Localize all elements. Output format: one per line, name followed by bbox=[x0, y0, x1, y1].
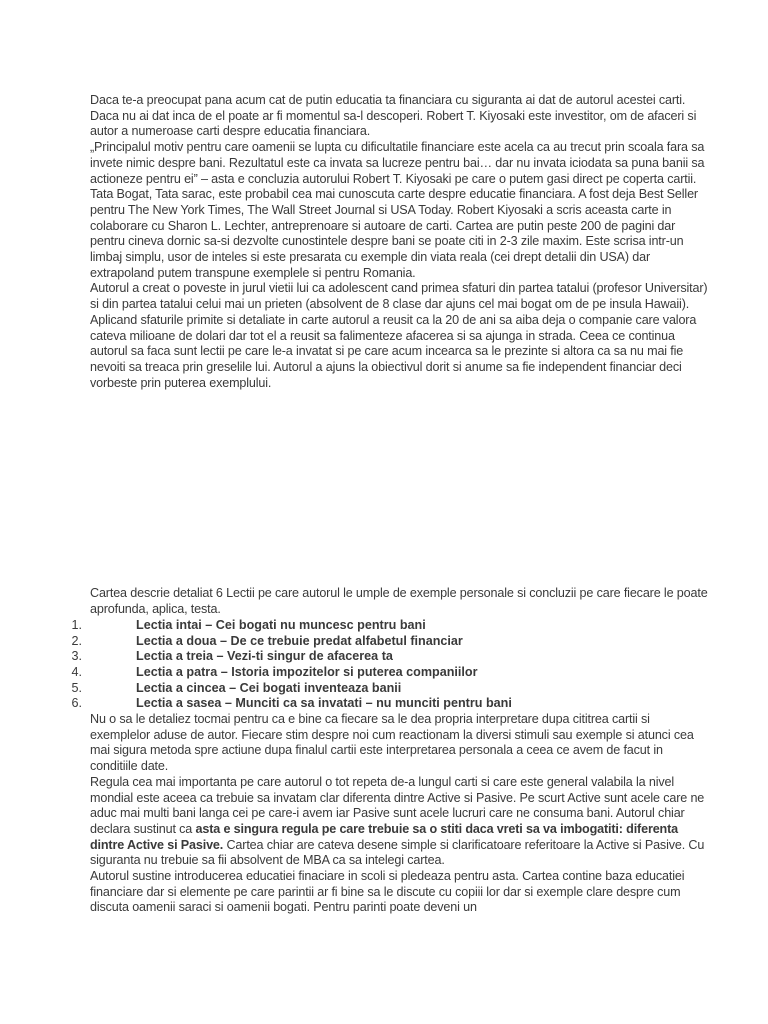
lesson-number: 5. bbox=[71, 680, 82, 695]
lessons-intro-paragraph: Cartea descrie detaliat 6 Lectii pe care autorul le umple de exemple personale si concluzii pe care fiecare le poate aprofunda, aplica, testa. bbox=[90, 586, 708, 616]
lesson-title: Lectia a treia – Vezi-ti singur de afacerea ta bbox=[136, 649, 393, 664]
body-paragraph-rule bbox=[90, 775, 710, 869]
body-paragraph-education: Autorul sustine introducerea educatiei finaciare in scoli si pledeaza pentru asta. Cartea contine baza educatiei financiare dar si elemente pe care parintii ar fi bine sa le discute cu copiii lor dar si exemple clare despre cum discuta oamenii saraci si oamenii bogati. Pentru parinti poate deveni un bbox=[90, 869, 685, 915]
list-item bbox=[0, 649, 768, 665]
rule-text-end: Cartea chiar are cateva desene simple si clarificatoare referitoare la Active si Pasive. Cu siguranta nu trebuie sa fii absolvent de MBA ca sa intelegi cartea. bbox=[90, 837, 705, 868]
list-item bbox=[0, 681, 768, 697]
lesson-title: Lectia a patra – Istoria impozitelor si puterea companiilor bbox=[136, 665, 478, 680]
list-item bbox=[0, 634, 768, 650]
intro-paragraph-book: Tata Bogat, Tata sarac, este probabil cea mai cunoscuta carte despre educatie financiara. A fost deja Best Seller pentru The New York Times, The Wall Street Journal si USA Today. Robert Kiyosaki a scris aceasta carte in colaborare cu Sharon L. Lechter, antreprenoare si autoare de carti. Cartea are putin peste 200 de pagini dar pentru cineva dornic sa-si dezvolte cunostintele despre bani se poate citi in 2-3 zile maxim. Este scrisa intr-un limbaj simplu, usor de inteles si este presarata cu exemple din viata reala (cei drept detalii din USA) dar extrapoland putem transpune exemplele si pentru Romania. bbox=[90, 187, 698, 280]
list-item bbox=[0, 696, 768, 712]
intro-paragraph-author: Daca te-a preocupat pana acum cat de putin educatia ta financiara cu siguranta ai dat de autorul acestei carti. Daca nu ai dat inca de el poate ar fi momentul sa-l descoperi. Robert T. Kiyosaki este investitor, om de afaceri si autor a numeroase carti despre educatia financiara. bbox=[90, 93, 697, 139]
lesson-title: Lectia a doua – De ce trebuie predat alfabetul financiar bbox=[136, 633, 463, 648]
lesson-title: Lectia a sasea – Munciti ca sa invatati – nu munciti pentru bani bbox=[136, 696, 512, 711]
intro-section bbox=[90, 93, 710, 391]
list-item bbox=[0, 665, 768, 681]
lesson-number: 3. bbox=[71, 649, 82, 664]
lesson-number: 2. bbox=[71, 633, 82, 648]
lessons-list bbox=[0, 618, 768, 712]
lessons-intro-section bbox=[90, 586, 710, 617]
lesson-number: 1. bbox=[71, 618, 82, 632]
body-section bbox=[90, 712, 710, 916]
intro-paragraph-story: Autorul a creat o poveste in jurul vietii lui ca adolescent cand primea sfaturi din partea tatalui (profesor Universitar) si din partea tatalui celui mai un prieten (absolvent de 8 clase dar ajuns cel mai bogat om de pe insula Hawaii). Aplicand sfaturile primite si detaliate in carte autorul a reusit ca la 20 de ani sa aiba deja o companie care valora cateva milioane de dolari dar tot el a reusit sa falimenteze afacerea si sa ajunga in strada. Ceea ce continua autorul sa faca sunt lectii pe care le-a invatat si pe care acum incearca sa le prezinte si altora ca sa nu mai fie nevoiti sa treaca prin greselile lui. Autorul a ajuns la obiectivul dorit si anume sa fie independent financiar deci vorbeste prin puterea exemplului. bbox=[90, 281, 708, 390]
lesson-number: 4. bbox=[71, 665, 82, 680]
rule-text-bold: asta e singura regula pe care trebuie sa o stiti daca vreti sa va imbogatiti: diferenta dintre Active si Pasive. bbox=[90, 821, 678, 852]
rule-text-start: Regula cea mai importanta pe care autorul o tot repeta de-a lungul carti si care este general valabila la nivel mondial este aceea ca trebuie sa invatam clar diferenta dintre Active si Pasive. Pe scurt Active sunt acele care ne aduc mai multi bani langa cei pe care-i avem iar Pasive sunt acele lucruri care ne consuma bani. Autorul chiar declara sustinut ca bbox=[90, 774, 705, 836]
list-item bbox=[0, 618, 768, 634]
lesson-title: Lectia intai – Cei bogati nu muncesc pentru bani bbox=[136, 618, 426, 632]
lesson-title: Lectia a cincea – Cei bogati inventeaza banii bbox=[136, 680, 402, 695]
intro-paragraph-quote: „Principalul motiv pentru care oamenii se lupta cu dificultatile financiare este acela ca au trecut prin scoala fara sa invete nimic despre bani. Rezultatul este ca invata sa lucreze pentru bai… dar nu invata iciodata sa puna banii sa actioneze pentru ei” – asta e concluzia autorului Robert T. Kiyosaki pe care o putem gasi direct pe coperta cartii. bbox=[90, 140, 705, 186]
lesson-number: 6. bbox=[71, 696, 82, 711]
body-paragraph-interpretation: Nu o sa le detaliez tocmai pentru ca e bine ca fiecare sa le dea propria interpretare dupa cititrea cartii si exemplelor aduse de autor. Fiecare stim despre noi cum reactionam la diversi stimuli sau exemple si atunci cea mai sigura metoda spre actiune dupa finalul cartii este interpretarea personala a ceea ce avem de facut in conditiile date. bbox=[90, 712, 694, 774]
